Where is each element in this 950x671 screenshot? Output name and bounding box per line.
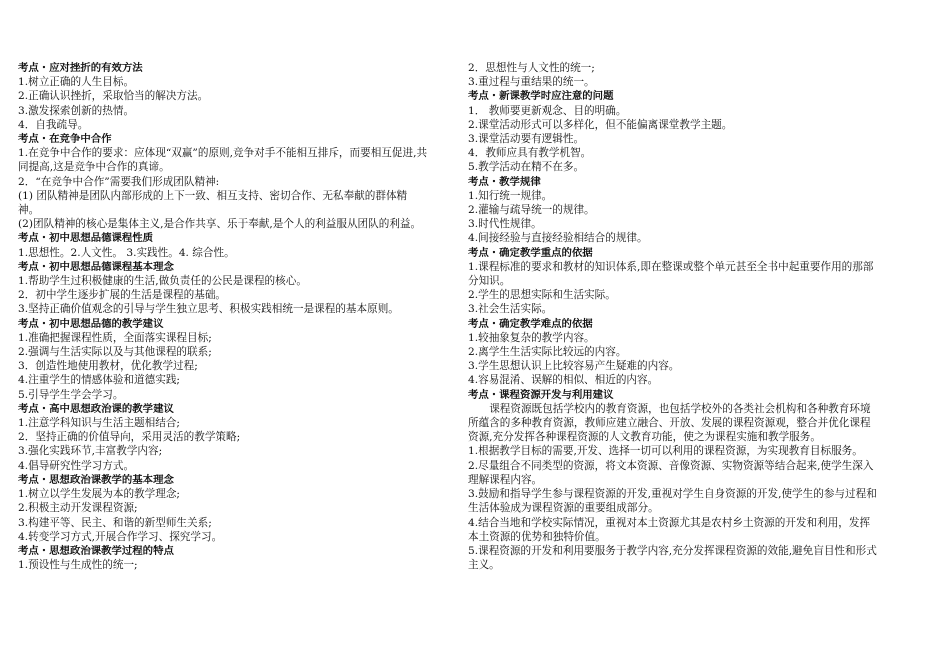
left-text-line: 3．创造性地使用教材，优化教学过程; — [18, 360, 198, 373]
right-text-line: 4．教师应具有教学机智。 — [468, 147, 592, 160]
right-text-line: 2.灌输与疏导统一的规律。 — [468, 204, 595, 217]
left-text-line: 2．坚持正确的价值导向，采用灵活的教学策略; — [18, 431, 241, 444]
left-text-line: 4.转变学习方式,开展合作学习、探究学习。 — [18, 530, 223, 543]
left-text-line: (2)团队精神的核心是集体主义,是合作共享、乐于奉献,是个人的利益服从团队的利益。 — [18, 218, 422, 231]
right-text-line: 2．思想性与人文性的统一; — [468, 62, 595, 74]
left-text-line: 3.坚持正确价值观念的引导与学生独立思考、积极实践相统一是课程的基本原则。 — [18, 303, 399, 316]
left-text-line: 1.预设性与生成性的统一; — [18, 559, 138, 572]
right-text-line: 3.课堂活动要有逻辑性。 — [468, 133, 585, 146]
right-heading: 考点・确定教学重点的依据 — [468, 246, 593, 259]
left-text-line: 1.帮助学生过积极健康的生活,做负责任的公民是课程的核心。 — [18, 275, 307, 288]
left-text-line: 4.倡导研究性学习方式。 — [18, 459, 135, 472]
left-text-line: 4.注重学生的情感体验和道德实践; — [18, 374, 180, 387]
right-text-line: 4.结合当地和学校实际情况，重视对本土资源尤其是农村乡土资源的开发和利用，发挥本土资源的优势和独特价值。 — [468, 516, 871, 543]
left-text-line: 1.注意学科知识与生活主题相结合; — [18, 417, 180, 430]
left-text-line: 1.思想性。2.人文性。 3.实践性。4. 综合性。 — [18, 246, 235, 259]
left-heading: 考点・初中思想品德课程基本理念 — [18, 260, 174, 273]
right-heading: 考点・新课教学时应注意的问题 — [468, 90, 614, 103]
right-text-line: 2.尽量组合不同类型的资源，将文本资源、音像资源、实物资源等结合起来,使学生深入理解课程内容。 — [468, 459, 874, 486]
right-heading: 考点・确定教学难点的依据 — [468, 317, 593, 330]
left-text-line: (1) 团队精神是团队内部形成的上下一致、相互支持、密切合作、无私奉献的群体精神。 — [18, 189, 408, 217]
left-heading: 考点・在竞争中合作 — [18, 133, 112, 146]
right-text-line: 3.学生思想认识上比较容易产生疑难的内容。 — [468, 360, 680, 373]
left-text-line: 1.准确把握课程性质，全面落实课程目标; — [18, 331, 212, 344]
left-heading: 考点・初中思想品德的教学建议 — [18, 317, 164, 330]
right-text-line: 1.根据教学目标的需要,开发、选择一切可以利用的课程资源，为实现教育目标服务。 — [468, 445, 863, 458]
right-text-line: 2.学生的思想实际和生活实际。 — [468, 289, 616, 302]
left-heading: 考点・高中思想政治课的教学建议 — [18, 402, 174, 415]
right-text-line: 3.重过程与重结果的统一。 — [468, 76, 595, 89]
left-text-line: 1.在竞争中合作的要求：应体现“双赢”的原则,竞争对手不能相互排斥，而要相互促进,共同提高,这是竞争中合作的真谛。 — [18, 147, 428, 174]
right-text-line: 2.课堂活动形式可以多样化，但不能偏离课堂教学主题。 — [468, 118, 733, 131]
right-text-line: 3.鼓励和指导学生参与课程资源的开发,重视对学生自身资源的开发,使学生的参与过程和生活体验成为课程资源的重要组成部分。 — [468, 488, 877, 515]
right-text-line: 1.知行统一规律。 — [468, 189, 553, 202]
right-text-line: 4.容易混淆、误解的相似、相近的内容。 — [468, 374, 659, 387]
left-text-line: 2.积极主动开发课程资源; — [18, 502, 138, 515]
left-text-line: 5.引导学生学会学习。 — [18, 388, 124, 401]
right-text-line: 1． 教师要更新观念、目的明确。 — [468, 104, 627, 117]
left-heading: 考点・初中思想品德课程性质 — [18, 232, 154, 245]
left-text-line: 3.强化实践环节,丰富教学内容; — [18, 445, 163, 458]
right-text-line: 课程资源既包括学校内的教育资源，也包括学校外的各类社会机构和各种教育环境所蕴含的多种教育资源，教师应建立融合、开放、发展的课程资源观，整合并优化课程资源,充分发挥各种课程资源的人文教育功能，使之为课程实施和教学服务。 — [468, 402, 871, 444]
right-heading: 考点・教学规律 — [468, 175, 541, 188]
right-text-line: 3.社会生活实际。 — [468, 303, 553, 316]
left-text-line: 2.强调与生活实际以及与其他课程的联系; — [18, 346, 212, 359]
left-text-line: 1.树立正确的人生目标。 — [18, 76, 135, 89]
left-heading: 考点・应对挫折的有效方法 — [18, 62, 143, 74]
left-text-line: 2．“在竞争中合作”需要我们形成团队精神: — [18, 175, 220, 188]
right-column — [468, 61, 880, 572]
left-text-line: 2．初中学生逐步扩展的生活是课程的基础。 — [18, 289, 227, 302]
right-text-line: 1.较抽象复杂的教学内容。 — [468, 331, 595, 344]
left-heading: 考点・思想政治课教学过程的特点 — [18, 544, 174, 557]
left-text-line: 3.激发探索创新的热情。 — [18, 104, 135, 117]
left-text-line: 3.构建平等、民主、和谐的新型师生关系; — [18, 516, 212, 529]
right-text-line: 1.课程标准的要求和教材的知识体系,即在整课或整个单元甚至全书中起重要作用的那部分知识。 — [468, 260, 874, 288]
right-text-line: 2.离学生生活实际比较远的内容。 — [468, 346, 627, 359]
left-text-line: 2.正确认识挫折，采取恰当的解决方法。 — [18, 90, 209, 103]
left-column — [18, 61, 428, 572]
left-text-line: 4．自我疏导。 — [18, 118, 89, 131]
left-heading: 考点・思想政治课教学的基本理念 — [18, 473, 174, 486]
left-text-line: 1.树立以学生发展为本的教学理念; — [18, 488, 180, 501]
right-text-line: 5.教学活动在精不在多。 — [468, 161, 585, 174]
right-text-line: 3.时代性规律。 — [468, 218, 542, 231]
right-text-line: 5.课程资源的开发和利用要服务于教学内容,充分发挥课程资源的效能,避免盲目性和形式主义。 — [468, 544, 877, 572]
right-heading: 考点・课程资源开发与利用建议 — [468, 388, 614, 401]
right-text-line: 4.间接经验与直接经验相结合的规律。 — [468, 232, 648, 245]
